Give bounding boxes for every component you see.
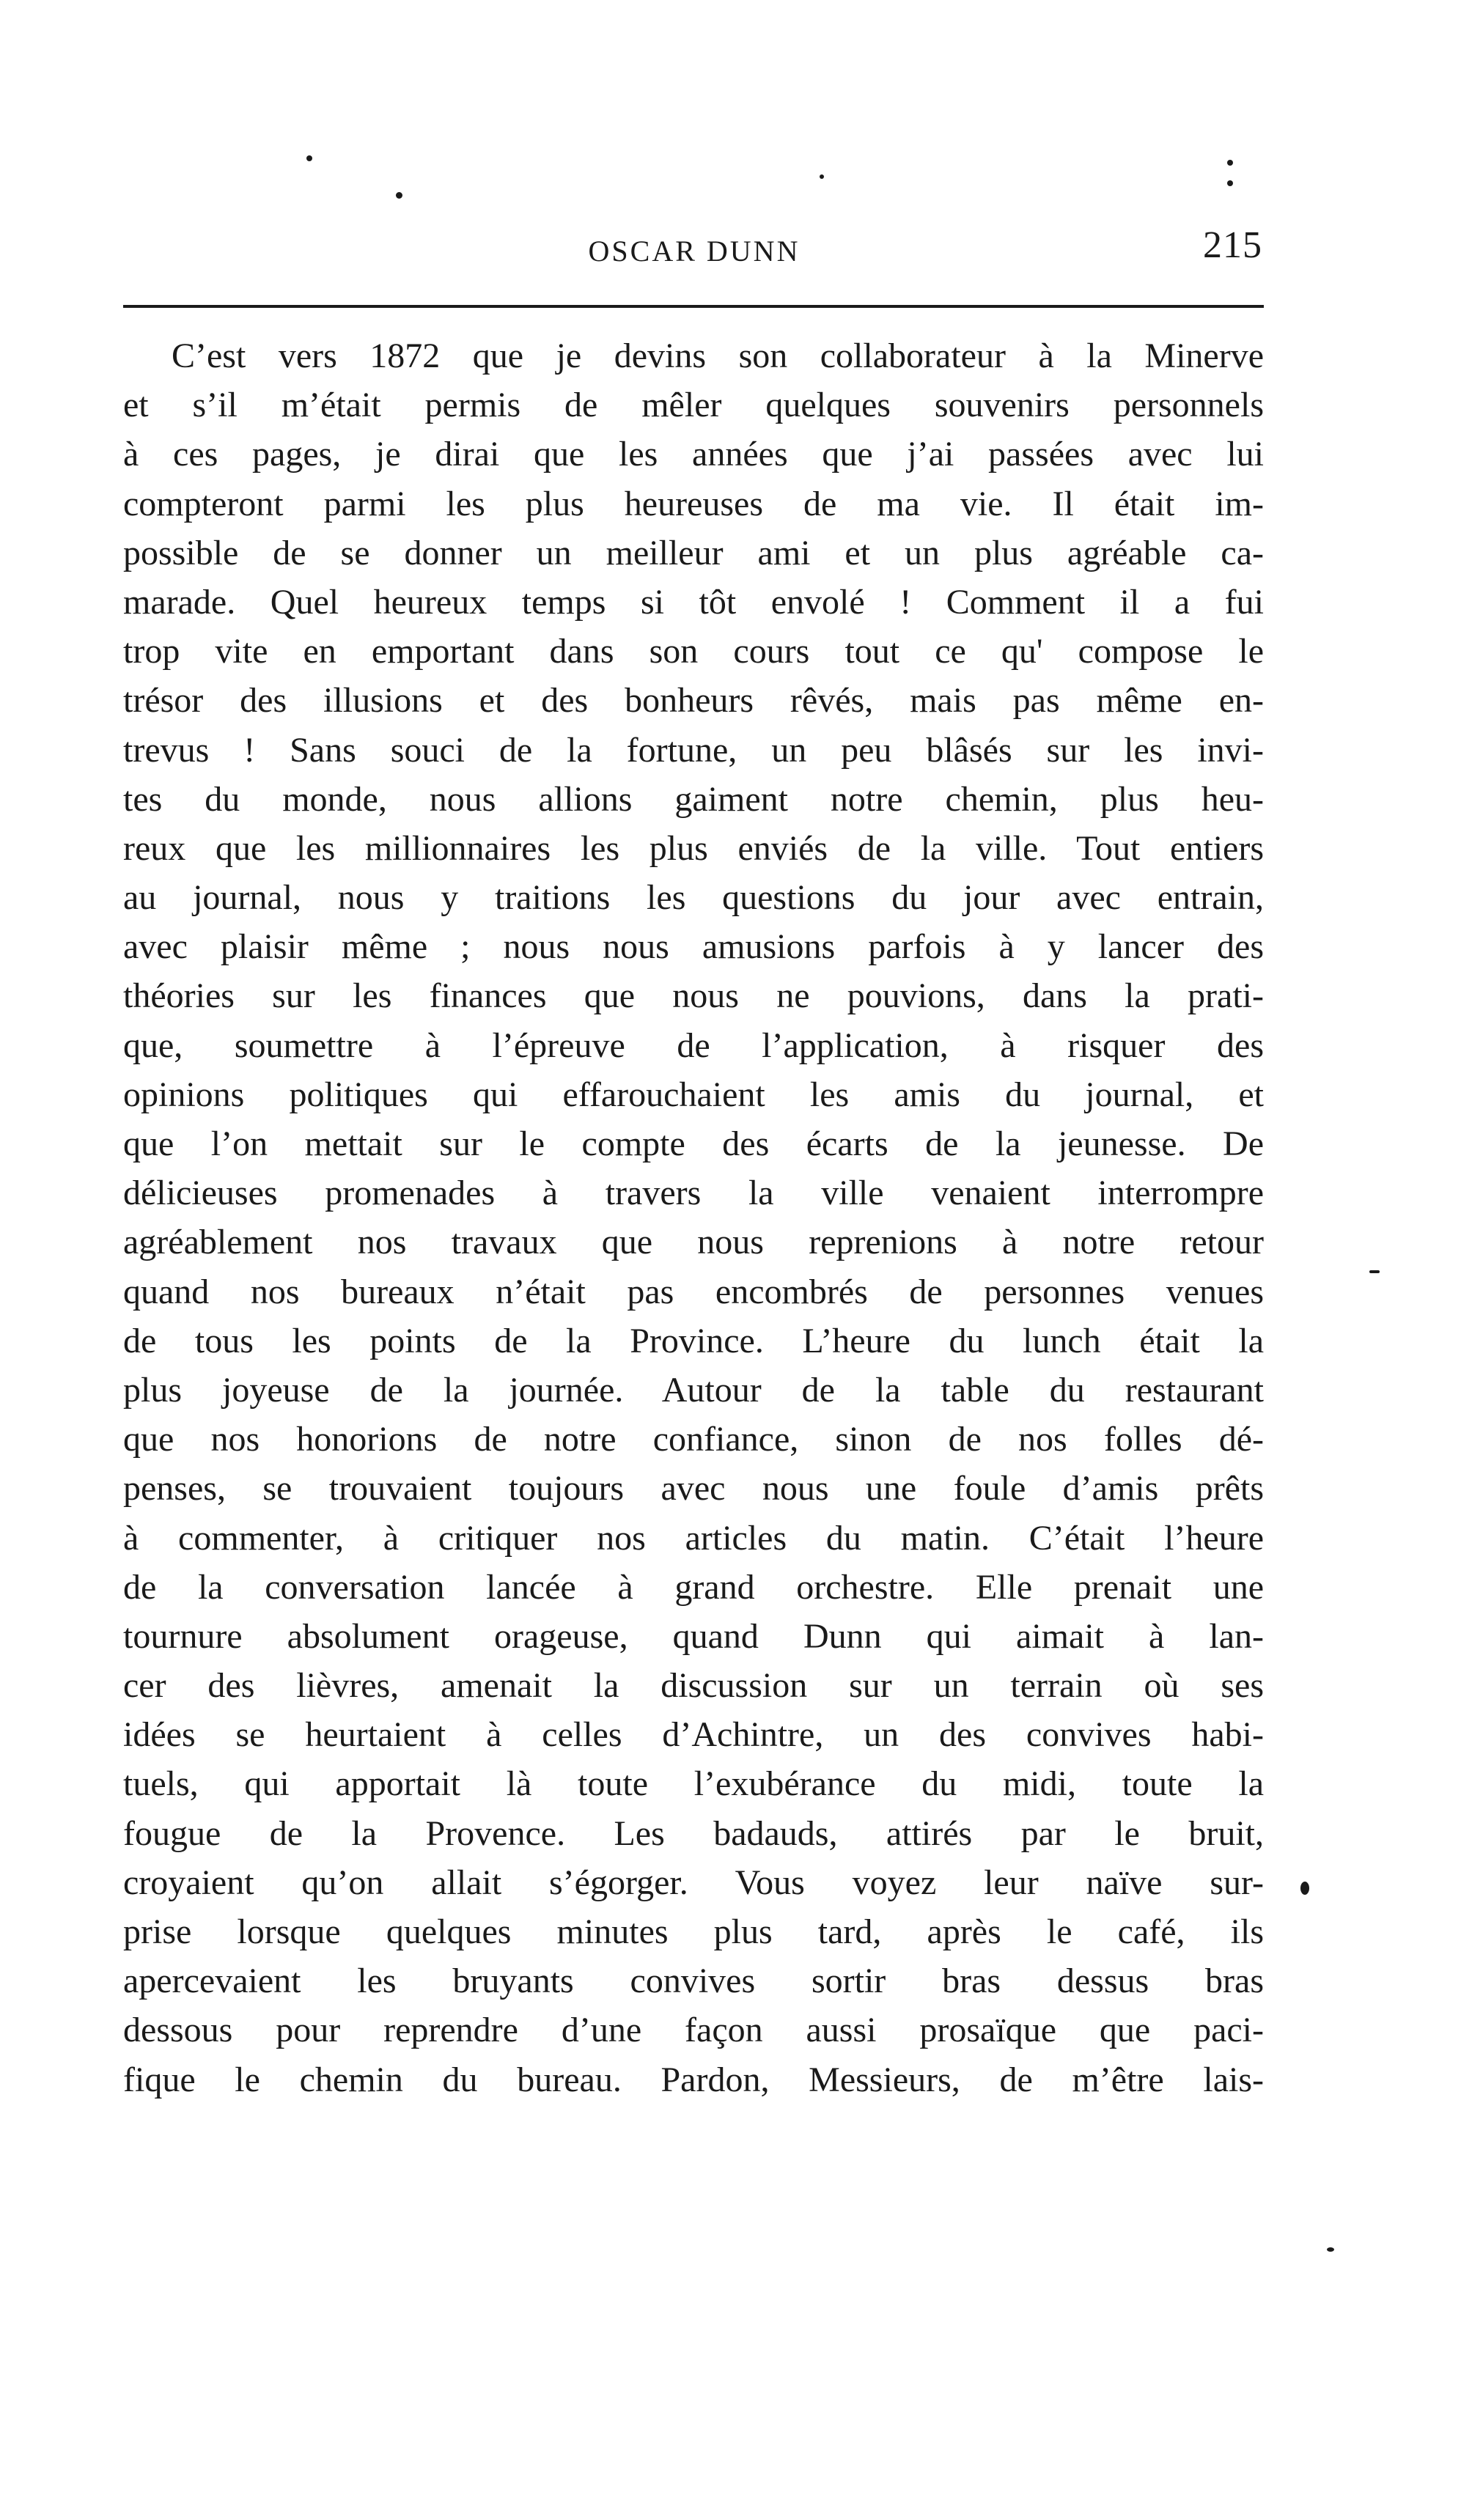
- text-line: que nos honorions de notre confiance, sinon de nos folles dé-: [123, 1420, 1264, 1459]
- text-line: plus joyeuse de la journée. Autour de la table du restaurant: [123, 1370, 1264, 1410]
- text-line: trésor des illusions et des bonheurs rêvés, mais pas même en-: [123, 681, 1264, 721]
- text-line: délicieuses promenades à travers la ville venaient interrompre: [123, 1174, 1264, 1213]
- text-line: prise lorsque quelques minutes plus tard, après le café, ils: [123, 1912, 1264, 1951]
- text-line: à ces pages, je dirai que les années que j’ai passées avec lui: [123, 435, 1264, 474]
- text-line: de tous les points de la Province. L’heure du lunch était la: [123, 1321, 1264, 1360]
- text-line: reux que les millionnaires les plus enviés de la ville. Tout entiers: [123, 828, 1264, 868]
- ink-speck: [820, 174, 824, 179]
- ink-speck: [306, 155, 312, 161]
- text-line: croyaient qu’on allait s’égorger. Vous voyez leur naïve sur-: [123, 1863, 1264, 1902]
- text-line: possible de se donner un meilleur ami et un plus agréable ca-: [123, 533, 1264, 572]
- text-line: fique le chemin du bureau. Pardon, Messieurs, de m’être lais-: [123, 2060, 1264, 2099]
- text-line: tes du monde, nous allions gaiment notre chemin, plus heu-: [123, 779, 1264, 819]
- text-line: dessous pour reprendre d’une façon aussi prosaïque que paci-: [123, 2011, 1264, 2050]
- ink-speck: [1227, 160, 1233, 166]
- ink-speck: [1227, 180, 1233, 186]
- text-line: quand nos bureaux n’était pas encombrés de personnes venues: [123, 1272, 1264, 1311]
- text-line: marade. Quel heureux temps si tôt envolé ! Comment il a fui: [123, 582, 1264, 622]
- text-line: penses, se trouvaient toujours avec nous une foule d’amis prêts: [123, 1469, 1264, 1508]
- text-line: opinions politiques qui effarouchaient les amis du journal, et: [123, 1075, 1264, 1114]
- text-line: à commenter, à critiquer nos articles du matin. C’était l’heure: [123, 1518, 1264, 1558]
- text-line: agréablement nos travaux que nous reprenions à notre retour: [123, 1223, 1264, 1262]
- text-line: cer des lièvres, amenait la discussion sur un terrain où ses: [123, 1666, 1264, 1706]
- text-line: C’est vers 1872 que je devins son collaborateur à la Minerve: [172, 336, 1264, 375]
- header-rule: [123, 305, 1264, 308]
- ink-speck: [1327, 2247, 1334, 2252]
- text-line: idées se heurtaient à celles d’Achintre, un des convives habi-: [123, 1715, 1264, 1755]
- text-line: et s’il m’était permis de mêler quelques souvenirs personnels: [123, 386, 1264, 425]
- text-line: avec plaisir même ; nous nous amusions parfois à y lancer des: [123, 927, 1264, 967]
- body-text: [123, 331, 1264, 2104]
- text-line: tournure absolument orageuse, quand Dunn qui aimait à lan-: [123, 1616, 1264, 1656]
- text-line: apercevaient les bruyants convives sortir bras dessus bras: [123, 1961, 1264, 2001]
- text-line: fougue de la Provence. Les badauds, attirés par le bruit,: [123, 1813, 1264, 1853]
- page-header: [126, 224, 1262, 282]
- page-number: 215: [1203, 224, 1262, 266]
- ink-speck: [396, 192, 402, 199]
- text-line: au journal, nous y traitions les questions du jour avec entrain,: [123, 878, 1264, 918]
- text-line: que l’on mettait sur le compte des écarts de la jeunesse. De: [123, 1124, 1264, 1163]
- ink-speck: [1369, 1270, 1380, 1273]
- text-line: que, soumettre à l’épreuve de l’application, à risquer des: [123, 1025, 1264, 1065]
- ink-speck: [1300, 1882, 1309, 1895]
- text-line: compteront parmi les plus heureuses de ma vie. Il était im-: [123, 484, 1264, 523]
- text-line: trop vite en emportant dans son cours tout ce qu' compose le: [123, 632, 1264, 671]
- text-line: de la conversation lancée à grand orchestre. Elle prenait une: [123, 1567, 1264, 1607]
- text-line: théories sur les finances que nous ne pouvions, dans la prati-: [123, 976, 1264, 1016]
- text-line: tuels, qui apportait là toute l’exubérance du midi, toute la: [123, 1764, 1264, 1804]
- running-head: OSCAR DUNN: [588, 235, 801, 268]
- text-line: trevus ! Sans souci de la fortune, un peu blâsés sur les invi-: [123, 730, 1264, 770]
